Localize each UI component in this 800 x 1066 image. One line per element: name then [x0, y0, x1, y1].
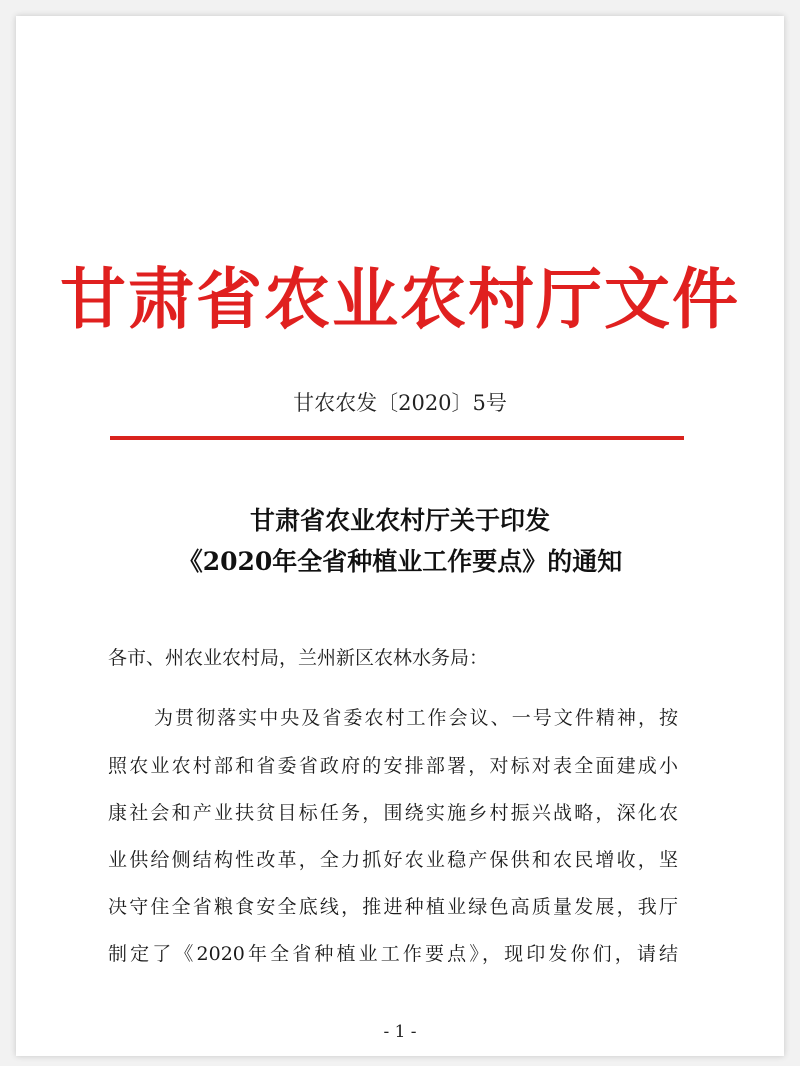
body-line: 为贯彻落实中央及省委农村工作会议、一号文件精神，按	[154, 707, 678, 729]
document-header-title: 甘肃省农业农村厅文件	[60, 260, 740, 338]
body-line: 业供给侧结构性改革，全力抓好农业稳产保供和农民增收，坚	[108, 849, 678, 871]
notice-title-line-1: 甘肃省农业农村厅关于印发	[249, 506, 550, 535]
body-line: 康社会和产业扶贫目标任务，围绕实施乡村振兴战略，深化农	[108, 802, 678, 824]
page-number: - 1 -	[383, 1022, 417, 1042]
document-page	[16, 16, 784, 1056]
body-line: 照农业农村部和省委省政府的安排部署，对标对表全面建成小	[108, 755, 678, 777]
body-line: 制定了《2020年全省种植业工作要点》，现印发你们，请结	[108, 943, 678, 965]
red-divider-rule	[110, 436, 684, 440]
notice-title-line-2: 《2020年全省种植业工作要点》的通知	[177, 547, 623, 576]
document-number: 甘农农发〔2020〕5号	[293, 391, 507, 415]
body-line: 决守住全省粮食安全底线，推进种植业绿色高质量发展，我厅	[108, 896, 678, 918]
addressee: 各市、州农业农村局，兰州新区农林水务局：	[108, 647, 489, 669]
